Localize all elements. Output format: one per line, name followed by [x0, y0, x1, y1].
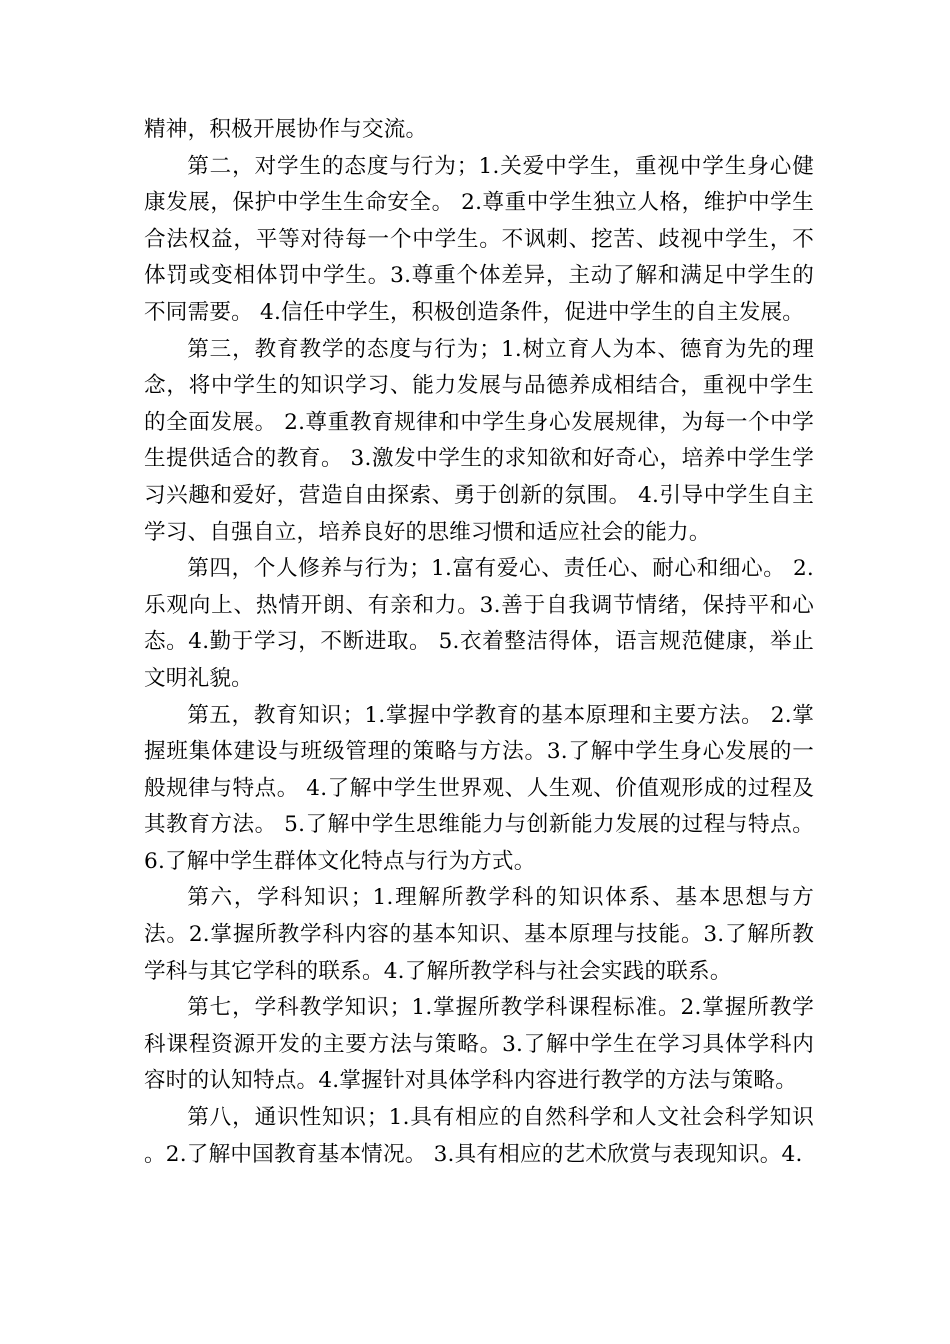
document-body — [144, 112, 814, 1173]
paragraph-eighth: 第八，通识性知识；1.具有相应的自然科学和人文社会科学知识 。2.了解中国教育基本情况。 3.具有相应的艺术欣赏与表现知识。4. — [144, 1105, 814, 1167]
paragraph-fifth: 第五，教育知识；1.掌握中学教育的基本原理和主要方法。 2.掌握班集体建设与班级管理的策略与方法。3.了解中学生身心发展的一般规律与特点。 4.了解中学生世界观、人生观、价值观形成的过程及其教育方法。 5.了解中学生思维能力与创新能力发展的过程与特点。 6.了解中学生群体文化特点与行为方式。 — [144, 702, 814, 874]
paragraph-fourth: 第四，个人修养与行为；1.富有爱心、责任心、耐心和细心。 2.乐观向上、热情开朗、有亲和力。3.善于自我调节情绪，保持平和心态。4.勤于学习，不断进取。 5.衣着整洁得体，语言规范健康，举止文明礼貌。 — [144, 556, 814, 691]
paragraph-third: 第三，教育教学的态度与行为；1.树立育人为本、德育为先的理念，将中学生的知识学习、能力发展与品德养成相结合，重视中学生的全面发展。 2.尊重教育规律和中学生身心发展规律，为每一个中学生提供适合的教育。 3.激发中学生的求知欲和好奇心，培养中学生学习兴趣和爱好，营造自由探索、勇于创新的氛围。 4.引导中学生自主学习、自强自立，培养良好的思维习惯和适应社会的能力。 — [144, 336, 814, 545]
paragraph-seventh: 第七，学科教学知识；1.掌握所教学科课程标准。2.掌握所教学科课程资源开发的主要方法与策略。3.了解中学生在学习具体学科内容时的认知特点。4.掌握针对具体学科内容进行教学的方法与策略。 — [144, 995, 814, 1094]
paragraph-sixth: 第六，学科知识；1.理解所教学科的知识体系、基本思想与方法。2.掌握所教学科内容的基本知识、基本原理与技能。3.了解所教学科与其它学科的联系。4.了解所教学科与社会实践的联系。 — [144, 885, 814, 984]
paragraph-second: 第二，对学生的态度与行为；1.关爱中学生，重视中学生身心健康发展，保护中学生生命安全。 2.尊重中学生独立人格，维护中学生合法权益，平等对待每一个中学生。不讽刺、挖苦、歧视中学生，不体罚或变相体罚中学生。3.尊重个体差异，主动了解和满足中学生的不同需要。 4.信任中学生，积极创造条件，促进中学生的自主发展。 — [144, 153, 814, 325]
paragraph-continuation: 精神，积极开展协作与交流。 — [144, 117, 428, 142]
